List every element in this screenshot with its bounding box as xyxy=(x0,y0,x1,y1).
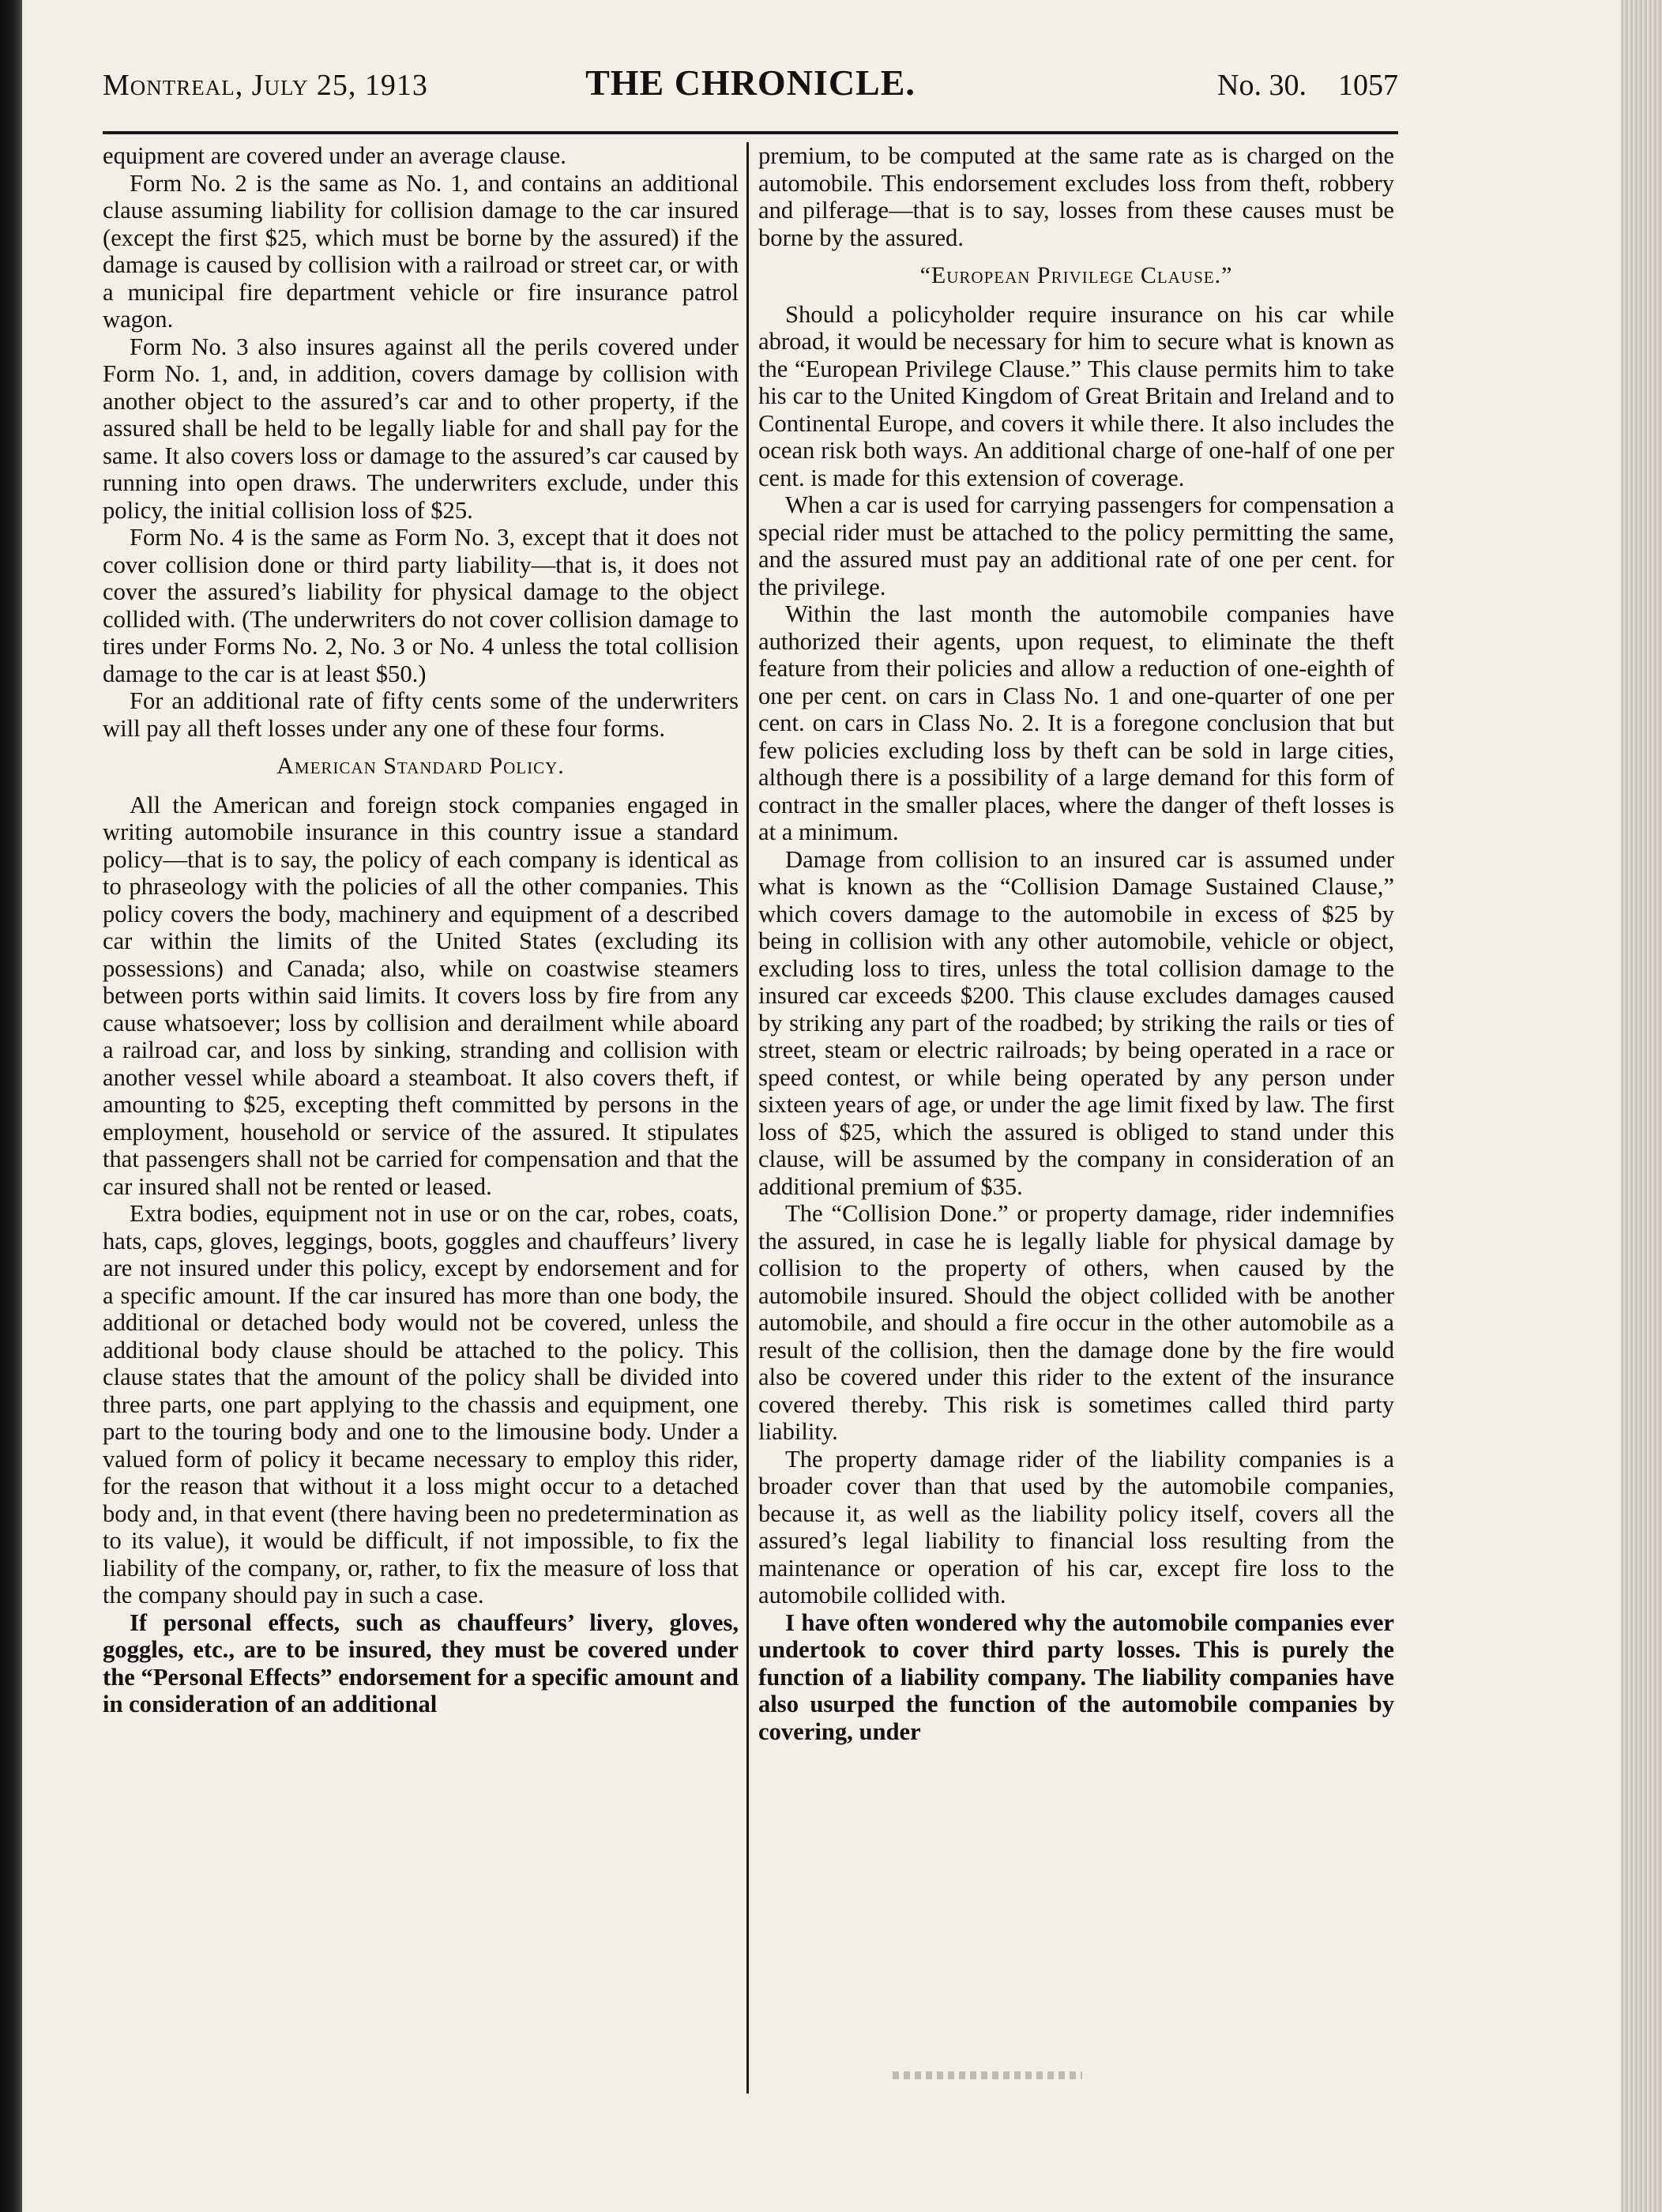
masthead xyxy=(103,62,1398,109)
right-column-paragraph: The property damage rider of the liability companies is a broader cover than that used by the automobile companies, because it, as well as the liability policy itself, covers all the assured’s legal liability to financial loss resulting from the maintenance or operation of his car, except fire loss to the automobile collided with. xyxy=(758,1445,1394,1608)
scan-page-shadow xyxy=(0,0,22,2212)
left-column-paragraph: For an additional rate of fifty cents some of the underwriters will pay all theft losses under any one of these four forms. xyxy=(103,687,739,742)
right-column-paragraph: When a car is used for carrying passengers for compensation a special rider must be attached to the policy permitting the same, and the assured must pay an additional rate of one per cent. for the privilege. xyxy=(758,491,1394,600)
right-column-paragraph: Should a policyholder require insurance on his car while abroad, it would be necessary for him to secure what is known as the “European Privilege Clause.” This clause permits him to take his car to the United Kingdom of Great Britain and Ireland and to Continental Europe, and covers it while there. It also includes the ocean risk both ways. An additional charge of one-half of one per cent. is made for this extension of coverage. xyxy=(758,300,1394,491)
left-column-paragraph: Extra bodies, equipment not in use or on the car, robes, coats, hats, caps, gloves, leggings, boots, goggles and chauffeurs’ livery are not insured under this policy, except by endorsement and for a specific amount. If the car insured has more than one body, the additional or detached body would not be covered, unless the additional body clause should be attached to the policy. This clause states that the amount of the policy shall be divided into three parts, one part applying to the chassis and equipment, one part to the touring body and one to the limousine body. Under a valued form of policy it became necessary to employ this rider, for the reason that without it a loss might occur to a detached body and, in that event (there having been no predetermination as to its value), it would be difficult, if not impossible, to fix the liability of the company, or, rather, to fix the measure of loss that the company should pay in such a case. xyxy=(103,1200,739,1608)
right-column-section-heading: “European Privilege Clause.” xyxy=(919,262,1233,288)
left-column-section-heading: American Standard Policy. xyxy=(276,753,565,779)
right-column-paragraph: Within the last month the automobile companies have authorized their agents, upon request, to eliminate the theft feature from their policies and allow a reduction of one-eighth of one per cent. on cars in Class No. 1 and one-quarter of one per cent. on cars in Class No. 2. It is a foregone conclusion that but few policies excluding loss by theft can be sold in large cities, although there is a possibility of a large demand for this form of contract in the smaller places, where the danger of theft losses is at a minimum. xyxy=(758,600,1394,845)
column-divider xyxy=(746,142,749,2094)
left-column-paragraph: If personal effects, such as chauffeurs’ livery, gloves, goggles, etc., are to be insured, they must be covered under the “Personal Effects” endorsement for a specific amount and in consideration of an additional xyxy=(103,1608,739,1717)
left-column-paragraph: Form No. 3 also insures against all the perils covered under Form No. 1, and, in addition, covers damage by collision with another object to the assured’s car and to other property, if the assured shall be held to be legally liable for and shall pay for the same. It also covers loss or damage to the assured’s car caused by running into open draws. The underwriters exclude, under this policy, the initial collision loss of $25. xyxy=(103,333,739,524)
page-number: 1057 xyxy=(1338,69,1398,102)
right-column-paragraph: The “Collision Done.” or property damage, rider indemnifies the assured, in case he is legally liable for physical damage by collision to the property of others, when caused by the automobile insured. Should the object collided with be another automobile, and should a fire occur in the other automobile as a result of the collision, then the damage done by the fire would also be covered under this rider to the extent of the insurance covered thereby. This risk is sometimes called third party liability. xyxy=(758,1200,1394,1445)
issue-number: No. 30. xyxy=(1217,69,1307,102)
left-column xyxy=(103,142,739,2172)
masthead-issue-page xyxy=(1217,68,1398,103)
masthead-title: THE CHRONICLE. xyxy=(585,62,916,103)
newspaper-page xyxy=(103,0,1398,2212)
header-rule xyxy=(103,131,1398,134)
left-column-paragraph: equipment are covered under an average clause. xyxy=(103,142,566,169)
right-column xyxy=(758,142,1394,2172)
left-column-paragraph: All the American and foreign stock companies engaged in writing automobile insurance in this country issue a standard policy—that is to say, the policy of each company is identical as to phraseology with the policies of all the other companies. This policy covers the body, machinery and equipment of a described car within the limits of the United States (excluding its possessions) and Canada; also, while on coastwise steamers between ports within said limits. It covers loss by fire from any cause whatsoever; loss by collision and derailment while aboard a railroad car, and loss by sinking, stranding and collision with another vessel while aboard a steamboat. It also covers theft, if amounting to $25, excepting theft committed by persons in the employment, household or service of the assured. It stipulates that passengers shall not be carried for compensation and that the car insured shall not be rented or leased. xyxy=(103,791,739,1200)
masthead-dateline: Montreal, July 25, 1913 xyxy=(103,69,428,102)
right-column-paragraph: Damage from collision to an insured car is assumed under what is known as the “Collision Damage Sustained Clause,” which covers damage to the automobile in excess of $25 by being in collision with any other automobile, vehicle or object, excluding loss to tires, unless the total collision damage to the insured car exceeds $200. This clause excludes damages caused by striking any part of the roadbed; by striking the rails or ties of street, steam or electric railroads; by being operated in a race or speed contest, or while being operated by any person under sixteen years of age, or under the age limit fixed by law. The first loss of $25, which the assured is obliged to stand under this clause, will be assumed by the company in consideration of an additional premium of $35. xyxy=(758,845,1394,1200)
book-page-edges xyxy=(1621,0,1662,2212)
left-column-paragraph: Form No. 4 is the same as Form No. 3, except that it does not cover collision done or third party liability—that is, it does not cover the assured’s liability for physical damage to the object collided with. (The underwriters do not cover collision damage to tires under Forms No. 2, No. 3 or No. 4 unless the total collision damage to the car is at least $50.) xyxy=(103,524,739,687)
print-smudge xyxy=(893,2071,1082,2079)
right-column-paragraph: premium, to be computed at the same rate as is charged on the automobile. This endorsement excludes loss from theft, robbery and pilferage—that is to say, losses from these causes must be borne by the assured. xyxy=(758,142,1394,251)
left-column-paragraph: Form No. 2 is the same as No. 1, and contains an additional clause assuming liability for collision damage to the car insured (except the first $25, which must be borne by the assured) if the damage is caused by collision with a railroad or street car, or with a municipal fire department vehicle or fire insurance patrol wagon. xyxy=(103,169,739,333)
right-column-paragraph: I have often wondered why the automobile companies ever undertook to cover third party losses. This is purely the function of a liability company. The liability companies have also usurped the function of the automobile companies by covering, under xyxy=(758,1608,1394,1745)
